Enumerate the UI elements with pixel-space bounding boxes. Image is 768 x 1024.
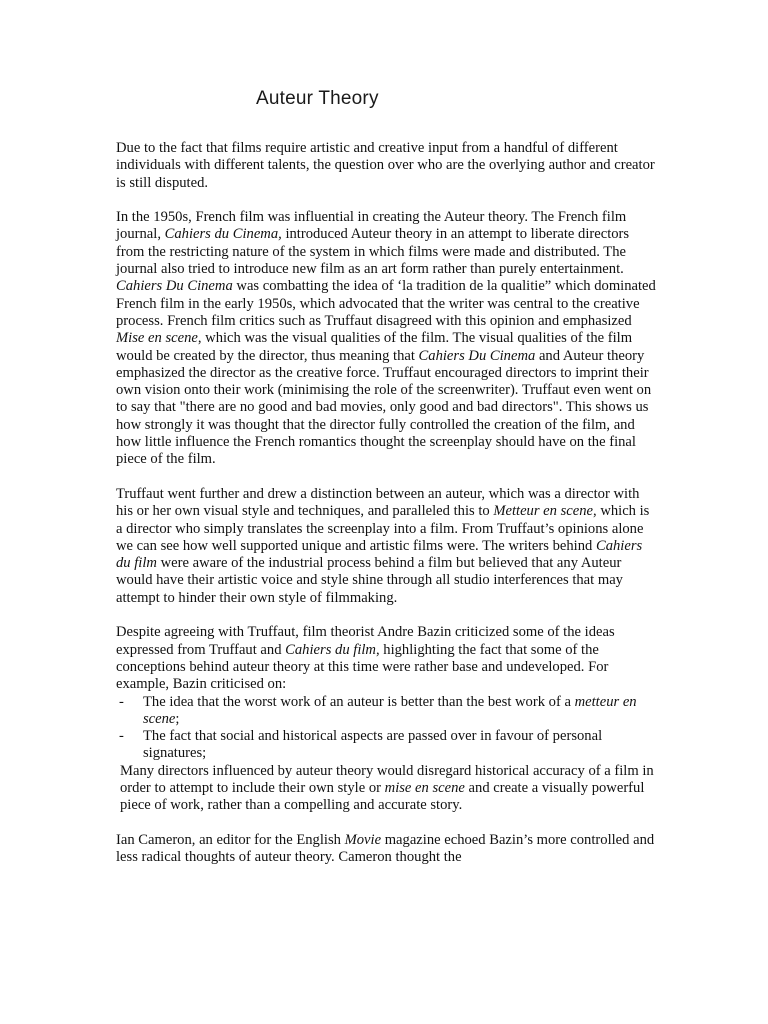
italic-term: Cahiers Du Cinema bbox=[418, 347, 536, 364]
paragraph-directors: Many directors influenced by auteur theory would disregard historical accuracy of a film in order to attempt to include their own style or mise en scene and create a visually powerful piece of work, rather than a compelling and accurate story. bbox=[120, 762, 654, 814]
italic-term: Cahiers Du Cinema bbox=[116, 278, 233, 295]
italic-term: metteur en scene bbox=[143, 693, 637, 727]
list-item-text: The fact that social and historical aspects are passed over in favour of personal signatures; bbox=[143, 728, 603, 762]
italic-term: Metteur en scene bbox=[493, 503, 594, 520]
italic-term: Mise en scene bbox=[116, 330, 198, 347]
paragraph-intro: Due to the fact that films require artistic and creative input from a handful of different individuals with different talents, the question over who are the overlying author and creator is still disputed. bbox=[116, 140, 655, 191]
document-body bbox=[116, 140, 656, 884]
paragraph-truffaut: Truffaut went further and drew a distinction between an auteur, which was a director with his or her own visual style and techniques, and paralleled this to Metteur en scene, which is a director who simply translates the screenplay into a film. From Truffaut’s opinions alone we can see how well supported unique and artistic films were. The writers behind Cahiers du film were aware of the industrial process behind a film but believed that any Auteur would have their artistic voice and style shine through all studio interferences that may attempt to hinder their own style of filmmaking. bbox=[116, 485, 650, 606]
italic-term: Cahiers du Cinema, bbox=[164, 226, 282, 243]
bazin-criticism-list bbox=[116, 694, 656, 763]
paragraph-bazin: Despite agreeing with Truffaut, film theorist Andre Bazin criticized some of the ideas expressed from Truffaut and Cahiers du film, highlighting the fact that some of the conceptions behind auteur theory at this time were rather base and undeveloped. For example, Bazin criticised on: bbox=[116, 624, 615, 693]
paragraph-1950s: In the 1950s, French film was influential in creating the Auteur theory. The French film journal, Cahiers du Cinema, introduced Auteur theory in an attempt to liberate directors from the restricting nature of the system in which films were made and distributed. The journal also tried to introduce new film as an art form rather than purely entertainment. Cahiers Du Cinema was combatting the idea of ‘la tradition de la qualitie” which dominated French film in the early 1950s, which advocated that the writer was central to the creative process. French film critics such as Truffaut disagreed with this opinion and emphasized Mise en scene, which was the visual qualities of the film. The visual qualities of the film would be created by the director, thus meaning that Cahiers Du Cinema and Auteur theory emphasized the director as the creative force. Truffaut encouraged directors to imprint their own vision onto their work (minimising the role of the screenwriter). Truffaut even went on to say that "there are no good and bad movies, only good and bad directors". This shows us how strongly it was thought that the director fully controlled the creation of the film, and how little influence the French romantics thought the screenplay should have on the final piece of the film. bbox=[116, 209, 656, 468]
list-item bbox=[116, 694, 656, 729]
document-title: Auteur Theory bbox=[256, 88, 379, 109]
italic-term: Cahiers du film bbox=[285, 641, 376, 658]
list-item-text: The idea that the worst work of an auteur is better than the best work of a metteur en scene; bbox=[143, 693, 637, 727]
list-item bbox=[116, 728, 656, 763]
italic-term: Cahiers du film bbox=[116, 537, 643, 572]
paragraph-cameron: Ian Cameron, an editor for the English Movie magazine echoed Bazin’s more controlled and less radical thoughts of auteur theory. Cameron thought the bbox=[116, 831, 655, 866]
bullet-marker: - bbox=[119, 693, 124, 710]
italic-term: Movie bbox=[344, 831, 382, 848]
bullet-marker: - bbox=[119, 728, 124, 745]
italic-term: mise en scene bbox=[384, 779, 465, 796]
